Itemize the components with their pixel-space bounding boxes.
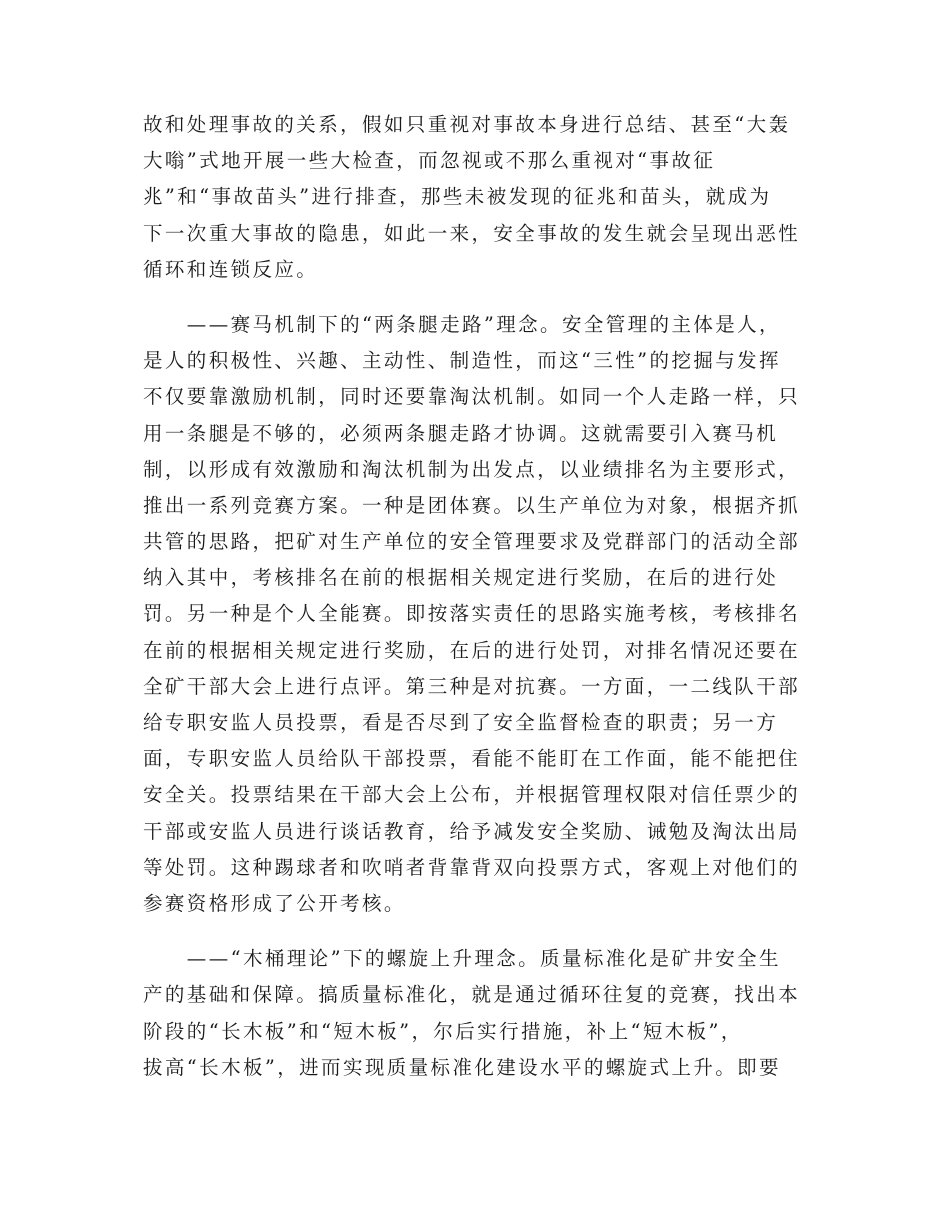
text-line: 安全关。投票结果在干部大会上公布，并根据管理权限对信任票少的 bbox=[143, 783, 801, 807]
text-line: 在前的根据相关规定进行奖励，在后的进行处罚，对排名情况还要在 bbox=[143, 638, 801, 662]
text-line: 下一次重大事故的隐患，如此一来，安全事故的发生就会呈现出恶性 bbox=[143, 221, 801, 245]
text-line: 不仅要靠激励机制，同时还要靠淘汰机制。如同一个人走路一样，只 bbox=[143, 385, 801, 409]
text-line: 共管的思路，把矿对生产单位的安全管理要求及党群部门的活动全部 bbox=[143, 530, 801, 554]
text-line: 大嗡”式地开展一些大检查，而忽视或不那么重视对“事故征 bbox=[143, 149, 716, 173]
text-line: 兆”和“事故苗头”进行排查，那些未被发现的征兆和苗头，就成为 bbox=[143, 185, 772, 209]
text-line: 制，以形成有效激励和淘汰机制为出发点，以业绩排名为主要形式， bbox=[143, 457, 801, 481]
text-line: 拔高“长木板”，进而实现质量标准化建设水平的螺旋式上升。即要 bbox=[143, 1055, 781, 1079]
text-line: 产的基础和保障。搞质量标准化，就是通过循环往复的竞赛，找出本 bbox=[143, 983, 801, 1007]
text-line: ——“木桶理论”下的螺旋上升理念。质量标准化是矿井安全生 bbox=[143, 947, 781, 971]
text-line: 循环和连锁反应。 bbox=[143, 257, 319, 281]
text-line: 故和处理事故的关系，假如只重视对事故本身进行总结、甚至“大轰 bbox=[143, 113, 791, 136]
text-line: 罚。另一种是个人全能赛。即按落实责任的思路实施考核，考核排名 bbox=[143, 602, 801, 626]
paragraph-spacer bbox=[143, 922, 823, 941]
text-line: 等处罚。这种踢球者和吹哨者背靠背双向投票方式，客观上对他们的 bbox=[143, 855, 801, 879]
text-line: 给专职安监人员投票，看是否尽到了安全监督检查的职责；另一方 bbox=[143, 711, 779, 734]
text-line: 参赛资格形成了公开考核。 bbox=[143, 891, 406, 915]
paragraph-2 bbox=[143, 307, 823, 922]
text-line: 是人的积极性、兴趣、主动性、制造性，而这“三性”的挖掘与发挥 bbox=[143, 349, 781, 373]
paragraph-3 bbox=[143, 941, 823, 1086]
text-line: 用一条腿是不够的，必须两条腿走路才协调。这就需要引入赛马机 bbox=[143, 421, 779, 445]
text-line: 全矿干部大会上进行点评。第三种是对抗赛。一方面，一二线队干部 bbox=[143, 674, 801, 698]
text-line: 干部或安监人员进行谈话教育，给予减发安全奖励、诫勉及淘汰出局 bbox=[143, 819, 801, 843]
text-line: 阶段的“长木板”和“短木板”，尔后实行措施，补上“短木板”， bbox=[143, 1019, 743, 1043]
text-line: ——赛马机制下的“两条腿走路”理念。安全管理的主体是人， bbox=[143, 312, 781, 336]
text-line: 纳入其中，考核排名在前的根据相关规定进行奖励，在后的进行处 bbox=[143, 566, 779, 590]
document-body bbox=[143, 107, 823, 1086]
paragraph-spacer bbox=[143, 288, 823, 307]
text-line: 推出一系列竞赛方案。一种是团体赛。以生产单位为对象，根据齐抓 bbox=[143, 493, 801, 517]
paragraph-1 bbox=[143, 107, 823, 288]
text-line: 面，专职安监人员给队干部投票，看能不能盯在工作面，能不能把住 bbox=[143, 747, 801, 771]
